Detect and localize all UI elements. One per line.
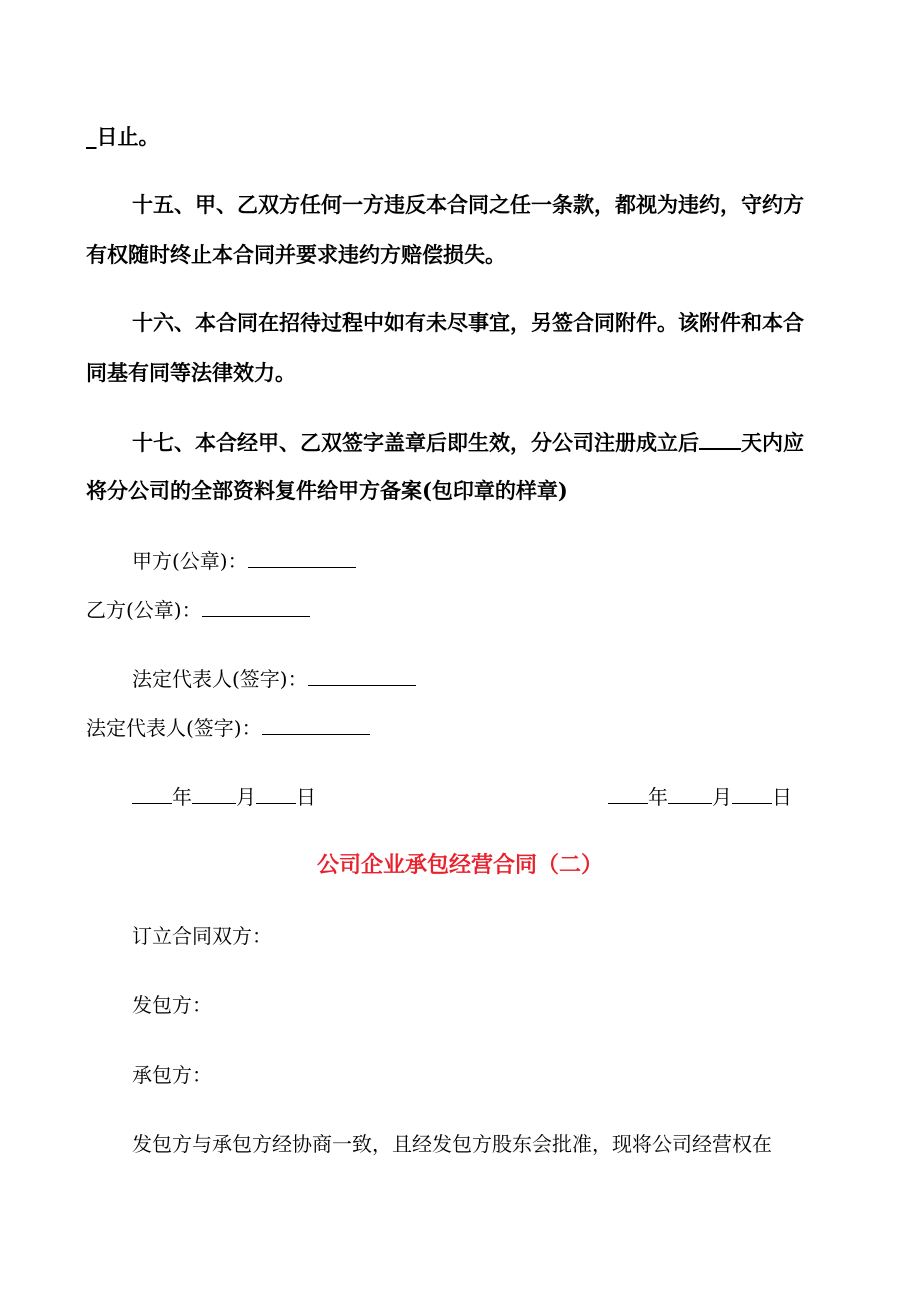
days-blank: [699, 426, 741, 450]
party-a-seal-blank: [248, 545, 356, 568]
year-blank-left: [132, 781, 172, 804]
rep-b-label: 法定代表人(签字)：: [86, 716, 262, 740]
party-b-seal-blank: [202, 594, 310, 617]
rep-b-blank: [262, 712, 370, 735]
month-blank-right: [668, 781, 712, 804]
party-a-seal-label: 甲方(公章)：: [132, 549, 248, 573]
clause-17-line-1: [132, 426, 804, 458]
contractor-label: 发包方：: [132, 993, 212, 1017]
top-fragment: _日止。: [86, 124, 160, 149]
rep-a-label: 法定代表人(签字)：: [132, 667, 308, 691]
year-label-left: 年: [172, 785, 192, 809]
day-label-left: 日: [296, 785, 316, 809]
parties-label: 订立合同双方：: [132, 924, 272, 948]
day-blank-left: [256, 781, 296, 804]
clause-15-line-1: 十五、甲、乙双方任何一方违反本合同之任一条款，都视为违约，守约方: [132, 192, 804, 217]
section-2-title: 公司企业承包经营合同（二）: [316, 852, 603, 878]
party-b-seal-line: [86, 594, 310, 625]
clause-17-line-2: 将分公司的全部资料复件给甲方备案(包印章的样章): [86, 478, 568, 503]
contractee-label: 承包方：: [132, 1063, 212, 1087]
month-label-left: 月: [236, 785, 256, 809]
rep-a-line: [132, 663, 416, 694]
clause-16-line-1: 十六、本合同在招待过程中如有未尽事宜，另签合同附件。该附件和本合: [132, 310, 804, 335]
day-label-right: 日: [772, 785, 792, 809]
party-a-seal-line: [132, 545, 356, 576]
year-label-right: 年: [648, 785, 668, 809]
year-blank-right: [608, 781, 648, 804]
rep-a-blank: [308, 663, 416, 686]
clause-17-text-after: 天内应: [741, 430, 804, 455]
intro-line: 发包方与承包方经协商一致，且经发包方股东会批准，现将公司经营权在: [132, 1132, 772, 1156]
clause-15-line-2: 有权随时终止本合同并要求违约方赔偿损失。: [86, 242, 506, 267]
day-blank-right: [732, 781, 772, 804]
date-right: [608, 781, 792, 812]
party-b-seal-label: 乙方(公章)：: [86, 598, 202, 622]
clause-17-text-before: 十七、本合经甲、乙双签字盖章后即生效，分公司注册成立后: [132, 430, 699, 455]
month-blank-left: [192, 781, 236, 804]
month-label-right: 月: [712, 785, 732, 809]
date-left: [132, 781, 316, 812]
clause-16-line-2: 同基有同等法律效力。: [86, 360, 296, 385]
rep-b-line: [86, 712, 370, 743]
